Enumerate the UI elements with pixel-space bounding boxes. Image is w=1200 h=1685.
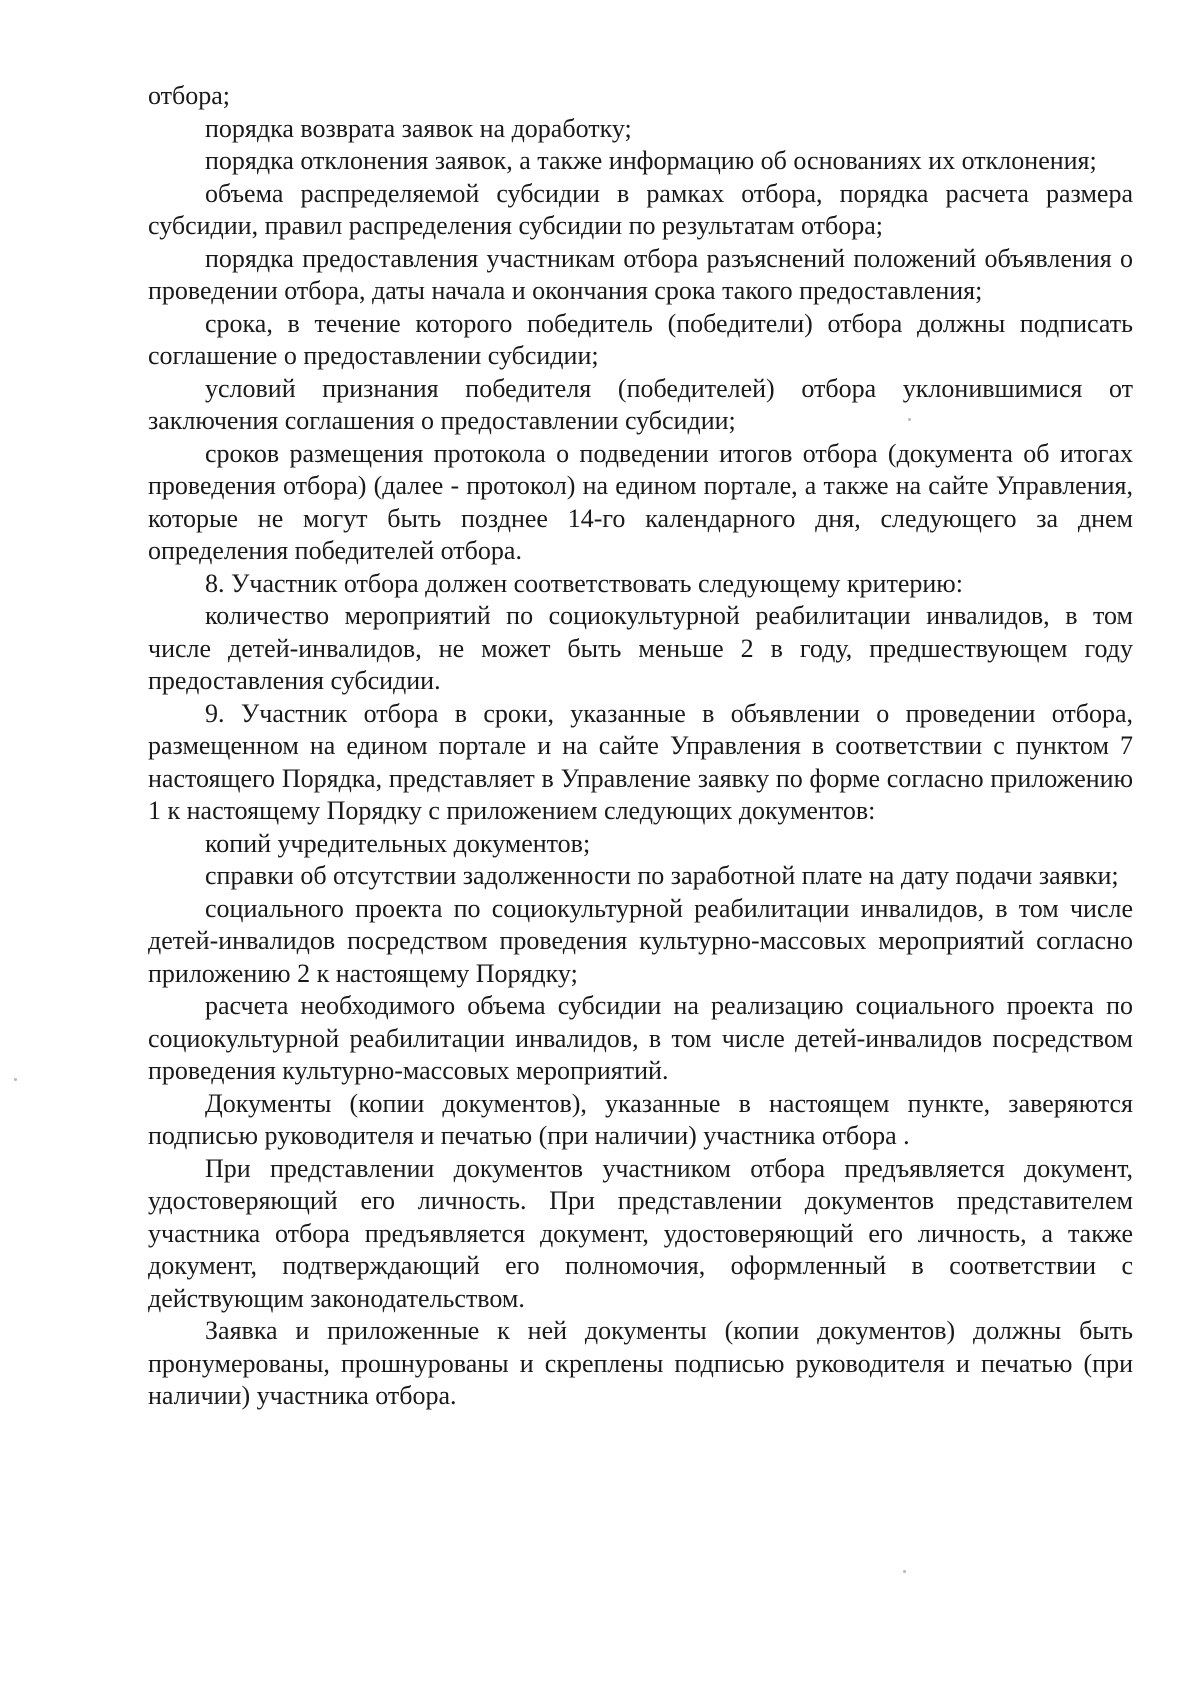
paragraph-6: срока, в течение которого победитель (победители) отбора должны подписать соглашение о предоставлении субсидии;: [148, 308, 1133, 370]
paragraph-16: Документы (копии документов), указанные в настоящем пункте, заверяются подписью руководителя и печатью (при наличии) участника отбора .: [148, 1088, 1133, 1150]
scan-speck: [908, 418, 911, 421]
paragraph-14: социального проекта по социокультурной реабилитации инвалидов, в том числе детей-инвалидов посредством проведения культурно-массовых мероприятий согласно приложению 2 к настоящему Порядку;: [148, 893, 1133, 988]
paragraph-3: порядка отклонения заявок, а также информацию об основаниях их отклонения;: [205, 146, 1097, 175]
paragraph-11: 9. Участник отбора в сроки, указанные в объявлении о проведении отбора, размещенном на едином портале и на сайте Управления в соответствии с пунктом 7 настоящего Порядка, представляет в Управление заявку по форме согласно приложению 1 к настоящему Порядку с приложением следующих документов:: [148, 698, 1133, 825]
document-page: [148, 80, 1133, 1413]
paragraph-13: справки об отсутствии задолженности по заработной плате на дату подачи заявки;: [205, 861, 1119, 890]
paragraph-5: порядка предоставления участникам отбора разъяснений положений объявления о проведении отбора, даты начала и окончания срока такого предоставления;: [148, 243, 1133, 305]
paragraph-15: расчета необходимого объема субсидии на реализацию социального проекта по социокультурной реабилитации инвалидов, в том числе детей-инвалидов посредством проведения культурно-массовых мероприятий.: [148, 991, 1133, 1085]
paragraph-4: объема распределяемой субсидии в рамках отбора, порядка расчета размера субсидии, правил распределения субсидии по результатам отбора;: [148, 178, 1133, 240]
paragraph-18: Заявка и приложенные к ней документы (копии документов) должны быть пронумерованы, прошнурованы и скреплены подписью руководителя и печатью (при наличии) участника отбора.: [148, 1316, 1133, 1410]
paragraph-12: копий учредительных документов;: [205, 828, 591, 858]
paragraph-17: При представлении документов участником отбора предъявляется документ, удостоверяющий его личность. При представлении документов представителем участника отбора предъявляется документ, удостоверяющий его личность, а также документ, подтверждающий его полномочия, оформленный в соответствии с действующим законодательством.: [148, 1153, 1133, 1313]
paragraph-7: условий признания победителя (победителей) отбора уклонившимися от заключения соглашения о предоставлении субсидии;: [148, 373, 1133, 435]
scan-speck: [903, 1570, 906, 1573]
paragraph-9: 8. Участник отбора должен соответствовать следующему критерию:: [205, 568, 963, 598]
paragraph-10: количество мероприятий по социокультурной реабилитации инвалидов, в том числе детей-инвалидов, не может быть меньше 2 в году, предшествующем году предоставления субсидии.: [148, 601, 1133, 695]
paragraph-1: отбора;: [148, 81, 231, 110]
scan-speck: [14, 1078, 17, 1081]
paragraph-2: порядка возврата заявок на доработку;: [205, 113, 632, 143]
paragraph-8: сроков размещения протокола о подведении итогов отбора (документа об итогах проведения отбора) (далее - протокол) на едином портале, а также на сайте Управления, которые не могут быть позднее 14-го календарного дня, следующего за днем определения победителей отбора.: [148, 438, 1133, 565]
